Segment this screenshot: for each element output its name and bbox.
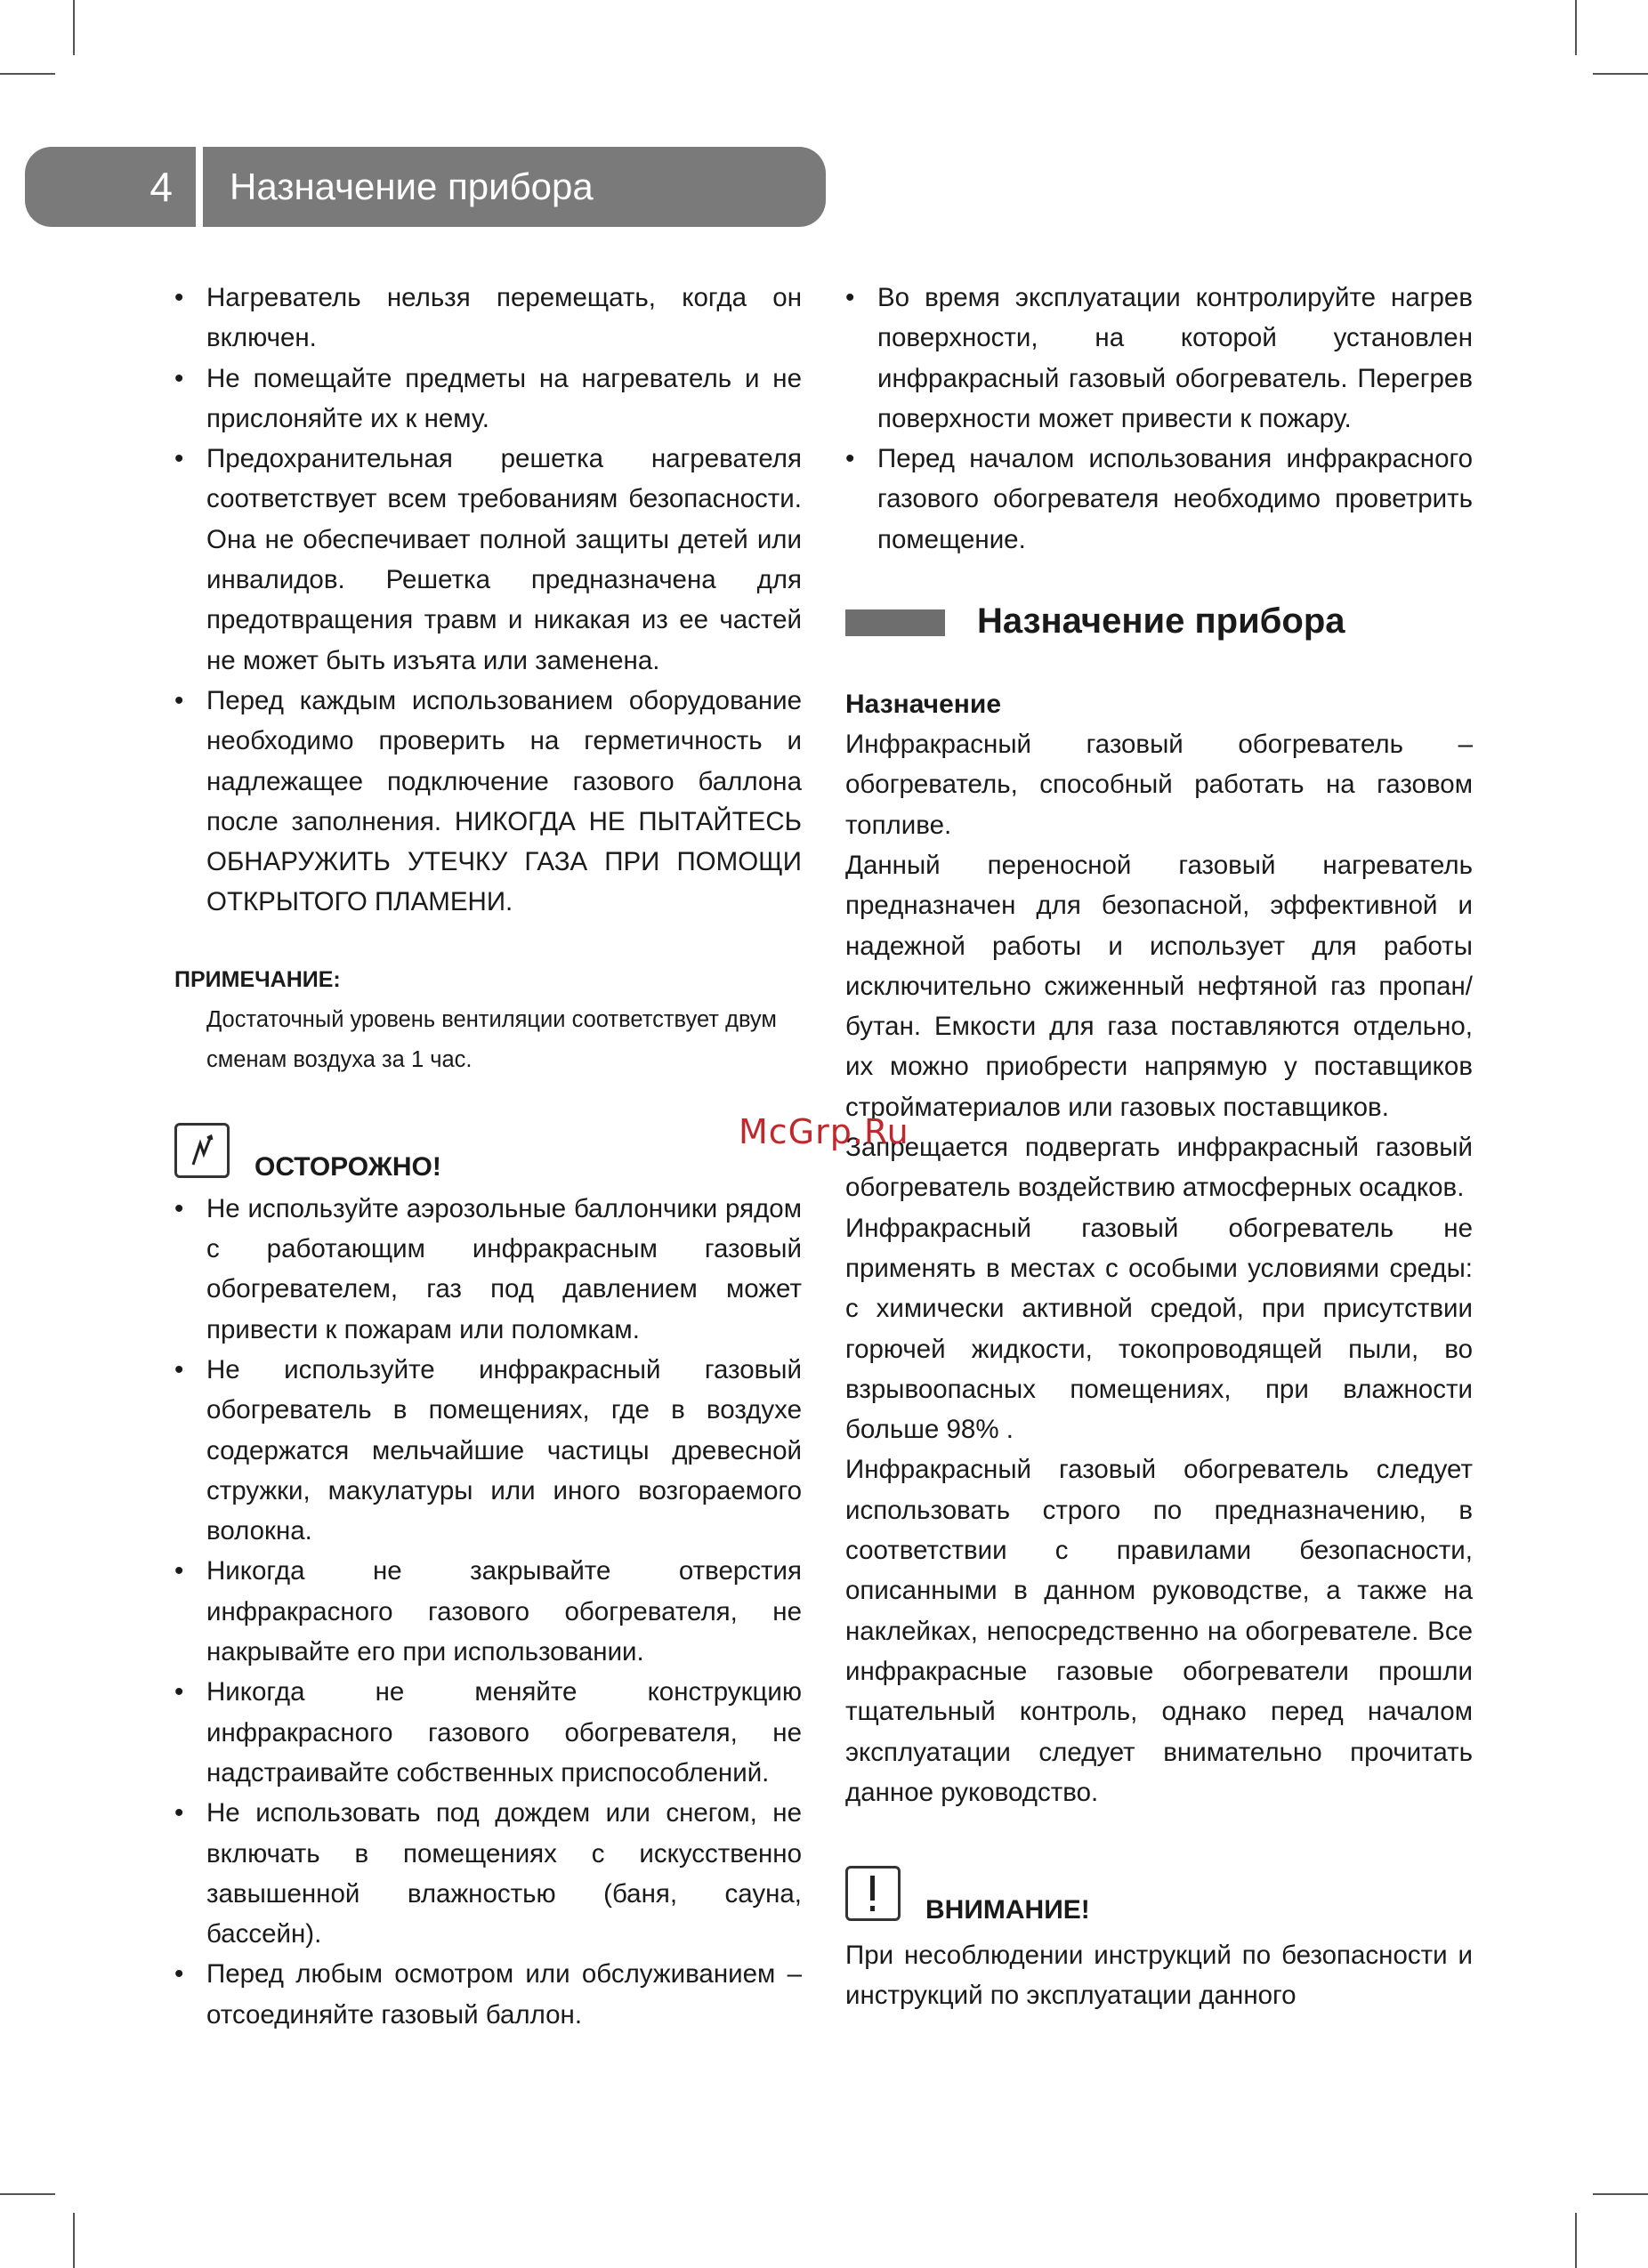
list-item: • Не используйте инфракрасный газовый обогреватель в помещениях, где в воздухе содержатся мельчайшие частицы древесной стружки, макулатуры или иного возгораемого волокна. xyxy=(174,1354,802,1546)
paragraph: Инфракрасный газовый обогреватель – обогреватель, способный работать на газовом топливе. xyxy=(845,730,1473,840)
left-column xyxy=(174,278,802,2035)
subheading: Назначение xyxy=(845,690,1002,720)
section-marker xyxy=(845,609,945,636)
list-item: • Нагреватель нельзя перемещать, когда он включен. xyxy=(174,283,802,353)
note-text: Достаточный уровень вентиляции соответствует двум сменам воздуха за 1 час. xyxy=(206,1006,777,1072)
page-number: 4 xyxy=(149,164,173,210)
right-column xyxy=(845,278,1473,2016)
caution-list xyxy=(174,1189,802,2035)
watermark: McGrp.Ru xyxy=(739,1112,909,1151)
paragraph: Данный переносной газовый нагреватель предназначен для безопасной, эффективной и надежной работы и использует для работы исключительно сжиженный нефтяной газ пропан/бутан. Емкости для газа поставляются отдельно, их можно приобрести напрямую у поставщиков стройматериалов или газовых поставщиков. xyxy=(845,850,1473,1122)
paragraph: Инфракрасный газовый обогреватель не применять в местах с особыми условиями среды: с химически активной средой, при присутствии горючей жидкости, токопроводящей пыли, во взрывоопасных помещениях, при влажности больше 98% . xyxy=(845,1213,1473,1445)
list-item: • Никогда не закрывайте отверстия инфракрасного газового обогревателя, не накрывайте его при использовании. xyxy=(174,1556,802,1667)
paragraph: Инфракрасный газовый обогреватель следует использовать строго по предназначению, в соответствии с правилами безопасности, описанными в данном руководстве, а также на наклейках, непосредственно на обогревателе. Все инфракрасные газовые обогреватели прошли тщательный контроль, однако перед началом эксплуатации следует внимательно прочитать данное руководство. xyxy=(845,1455,1473,1807)
attention-heading xyxy=(845,1857,1473,1935)
list-item: • Не использовать под дождем или снегом, не включать в помещениях с искусственно завышенной влажностью (баня, сауна, бассейн). xyxy=(174,1798,802,1949)
attention-title: ВНИМАНИЕ! xyxy=(925,1895,1090,1925)
exclamation-icon xyxy=(845,1866,901,1921)
page-header-title: Назначение прибора xyxy=(230,165,594,207)
crop-mark xyxy=(1593,2193,1648,2195)
section-title: Назначение прибора xyxy=(977,601,1345,642)
crop-mark xyxy=(1575,2213,1577,2268)
caution-title: ОСТОРОЖНО! xyxy=(254,1151,441,1182)
crop-mark xyxy=(0,2193,55,2195)
list-item: • Во время эксплуатации контролируйте нагрев поверхности, на которой установлен инфракрасный газовый обогреватель. Перегрев поверхности может привести к пожару. xyxy=(845,283,1473,433)
list-item: • Никогда не меняйте конструкцию инфракрасного газового обогревателя, не надстраивайте собственных приспособлений. xyxy=(174,1677,802,1788)
crop-mark xyxy=(1575,0,1577,55)
safety-list-continued xyxy=(845,278,1473,560)
list-item: • Перед началом использования инфракрасного газового обогревателя необходимо проветрить помещение. xyxy=(845,444,1473,554)
safety-list xyxy=(174,278,802,923)
section-heading xyxy=(845,592,1473,654)
crop-mark xyxy=(1593,73,1648,75)
note-label: ПРИМЕЧАНИЕ: xyxy=(174,966,341,992)
crop-mark xyxy=(73,0,75,55)
caution-heading xyxy=(174,1123,802,1189)
crop-mark xyxy=(0,73,55,75)
paragraph: При несоблюдении инструкций по безопасности и инструкций по эксплуатации данного xyxy=(845,1941,1473,2011)
header-divider xyxy=(196,147,203,227)
list-item: • Перед каждым использованием оборудование необходимо проверить на герметичность и надлежащее подключение газового баллона после заполнения. НИКОГДА НЕ ПЫТАЙТЕСЬ ОБНАРУЖИТЬ УТЕЧКУ ГАЗА ПРИ ПОМОЩИ ОТКРЫТОГО ПЛАМЕНИ. xyxy=(174,685,802,917)
lightning-warning-icon xyxy=(174,1123,230,1178)
list-item: • Не помещайте предметы на нагреватель и не прислоняйте их к нему. xyxy=(174,363,802,433)
list-item: • Предохранительная решетка нагревателя соответствует всем требованиям безопасности. Она не обеспечивает полной защиты детей или инвалидов. Решетка предназначена для предотвращения травм и никакая из ее частей не может быть изъята или заменена. xyxy=(174,444,802,675)
crop-mark xyxy=(73,2213,75,2268)
list-item: • Не используйте аэрозольные баллончики рядом с работающим инфракрасным газовый обогревателем, газ под давлением может привести к пожарам или поломкам. xyxy=(174,1193,802,1344)
paragraph: Запрещается подвергать инфракрасный газовый обогреватель воздействию атмосферных осадков. xyxy=(845,1133,1473,1203)
list-item: • Перед любым осмотром или обслуживанием – отсоединяйте газовый баллон. xyxy=(174,1959,802,2030)
